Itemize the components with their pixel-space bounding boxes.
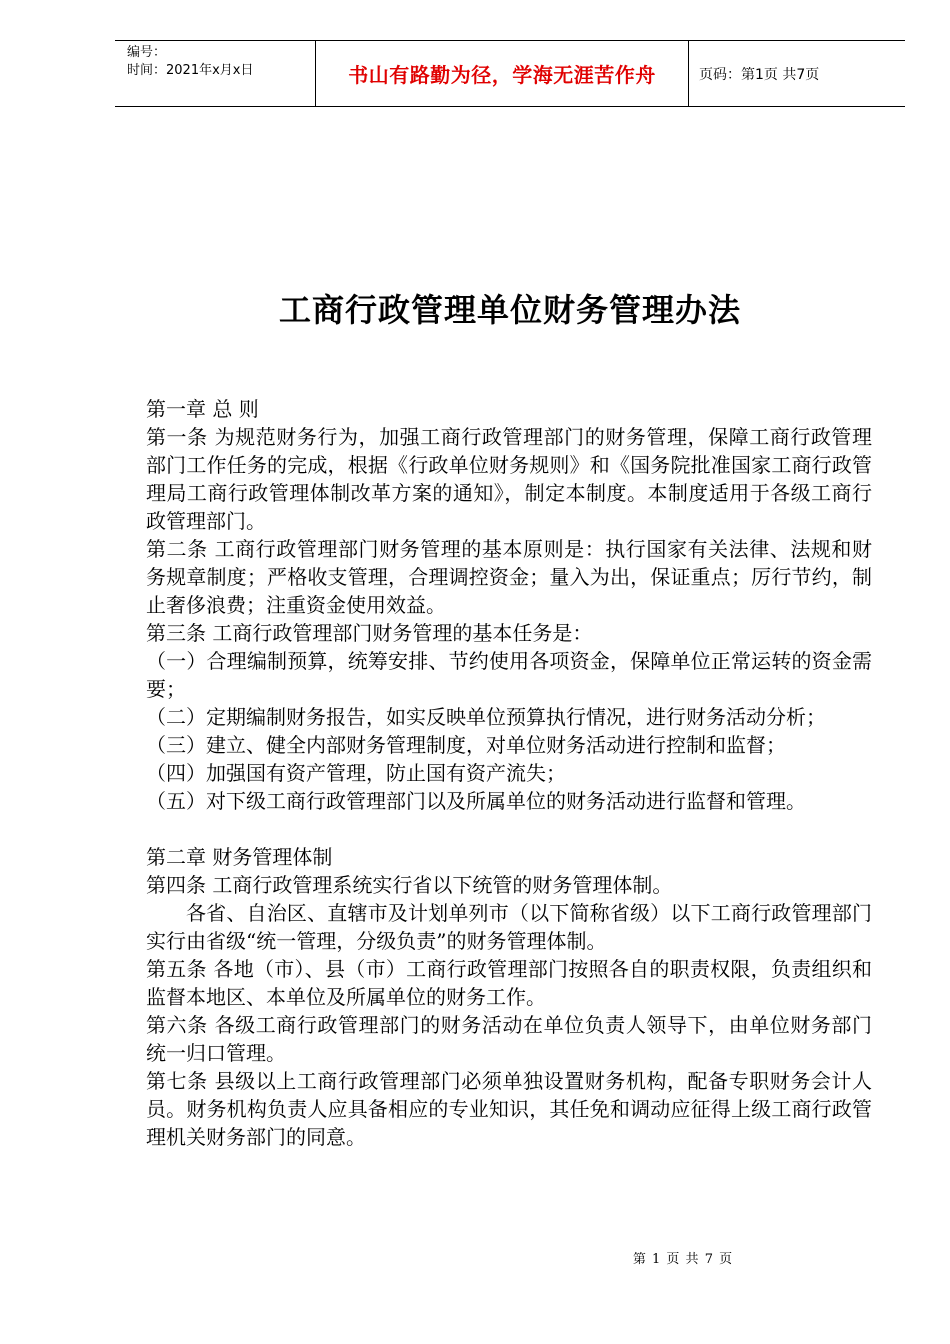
list-item: （五）对下级工商行政管理部门以及所属单位的财务活动进行监督和管理。 [146,789,806,813]
header-page-cell [689,41,905,106]
article-paragraph: 各省、自治区、直辖市及计划单列市（以下简称省级）以下工商行政管理部门实行由省级“统一管理，分级负责”的财务管理体制。 [146,901,872,953]
list-item: （一）合理编制预算，统筹安排、节约使用各项资金，保障单位正常运转的资金需要； [146,649,872,701]
document-body [146,395,872,1151]
article-paragraph: 第六条 各级工商行政管理部门的财务活动在单位负责人领导下，由单位财务部门统一归口管理。 [146,1013,872,1065]
article-paragraph: 第七条 县级以上工商行政管理部门必须单独设置财务机构，配备专职财务会计人员。财务机构负责人应具备相应的专业知识，其任免和调动应征得上级工商行政管理机关财务部门的同意。 [146,1069,872,1149]
page-info: 页码：第1页 共7页 [699,66,820,83]
article-paragraph: 第二条 工商行政管理部门财务管理的基本原则是：执行国家有关法律、法规和财务规章制度；严格收支管理，合理调控资金；量入为出，保证重点；厉行节约，制止奢侈浪费；注重资金使用效益。 [146,537,872,617]
document-title: 工商行政管理单位财务管理办法 [278,291,741,329]
header-motto-cell [316,41,689,106]
chapter-heading: 第一章 总 则 [146,397,259,421]
article-paragraph: 第四条 工商行政管理系统实行省以下统管的财务管理体制。 [146,873,673,897]
serial-number-label: 编号： [127,45,167,60]
document-header [115,40,905,107]
motto-text: 书山有路勤为径，学海无涯苦作舟 [348,63,656,87]
list-item: （三）建立、健全内部财务管理制度，对单位财务活动进行控制和监督； [146,733,786,757]
chapter-heading: 第二章 财务管理体制 [146,845,333,869]
list-item: （四）加强国有资产管理，防止国有资产流失； [146,761,566,785]
header-meta-cell [115,41,316,106]
article-paragraph: 第一条 为规范财务行为，加强工商行政管理部门的财务管理，保障工商行政管理部门工作任务的完成，根据《行政单位财务规则》和《国务院批准国家工商行政管理局工商行政管理体制改革方案的通知》，制定本制度。本制度适用于各级工商行政管理部门。 [146,425,872,533]
page-footer: 第 1 页 共 7 页 [632,1252,734,1267]
time-label: 时间：2021年x月x日 [127,63,254,78]
article-paragraph: 第三条 工商行政管理部门财务管理的基本任务是： [146,621,593,645]
article-paragraph: 第五条 各地（市）、县（市）工商行政管理部门按照各自的职责权限，负责组织和监督本地区、本单位及所属单位的财务工作。 [146,957,872,1009]
list-item: （二）定期编制财务报告，如实反映单位预算执行情况，进行财务活动分析； [146,705,826,729]
paragraph-gap [146,815,872,843]
